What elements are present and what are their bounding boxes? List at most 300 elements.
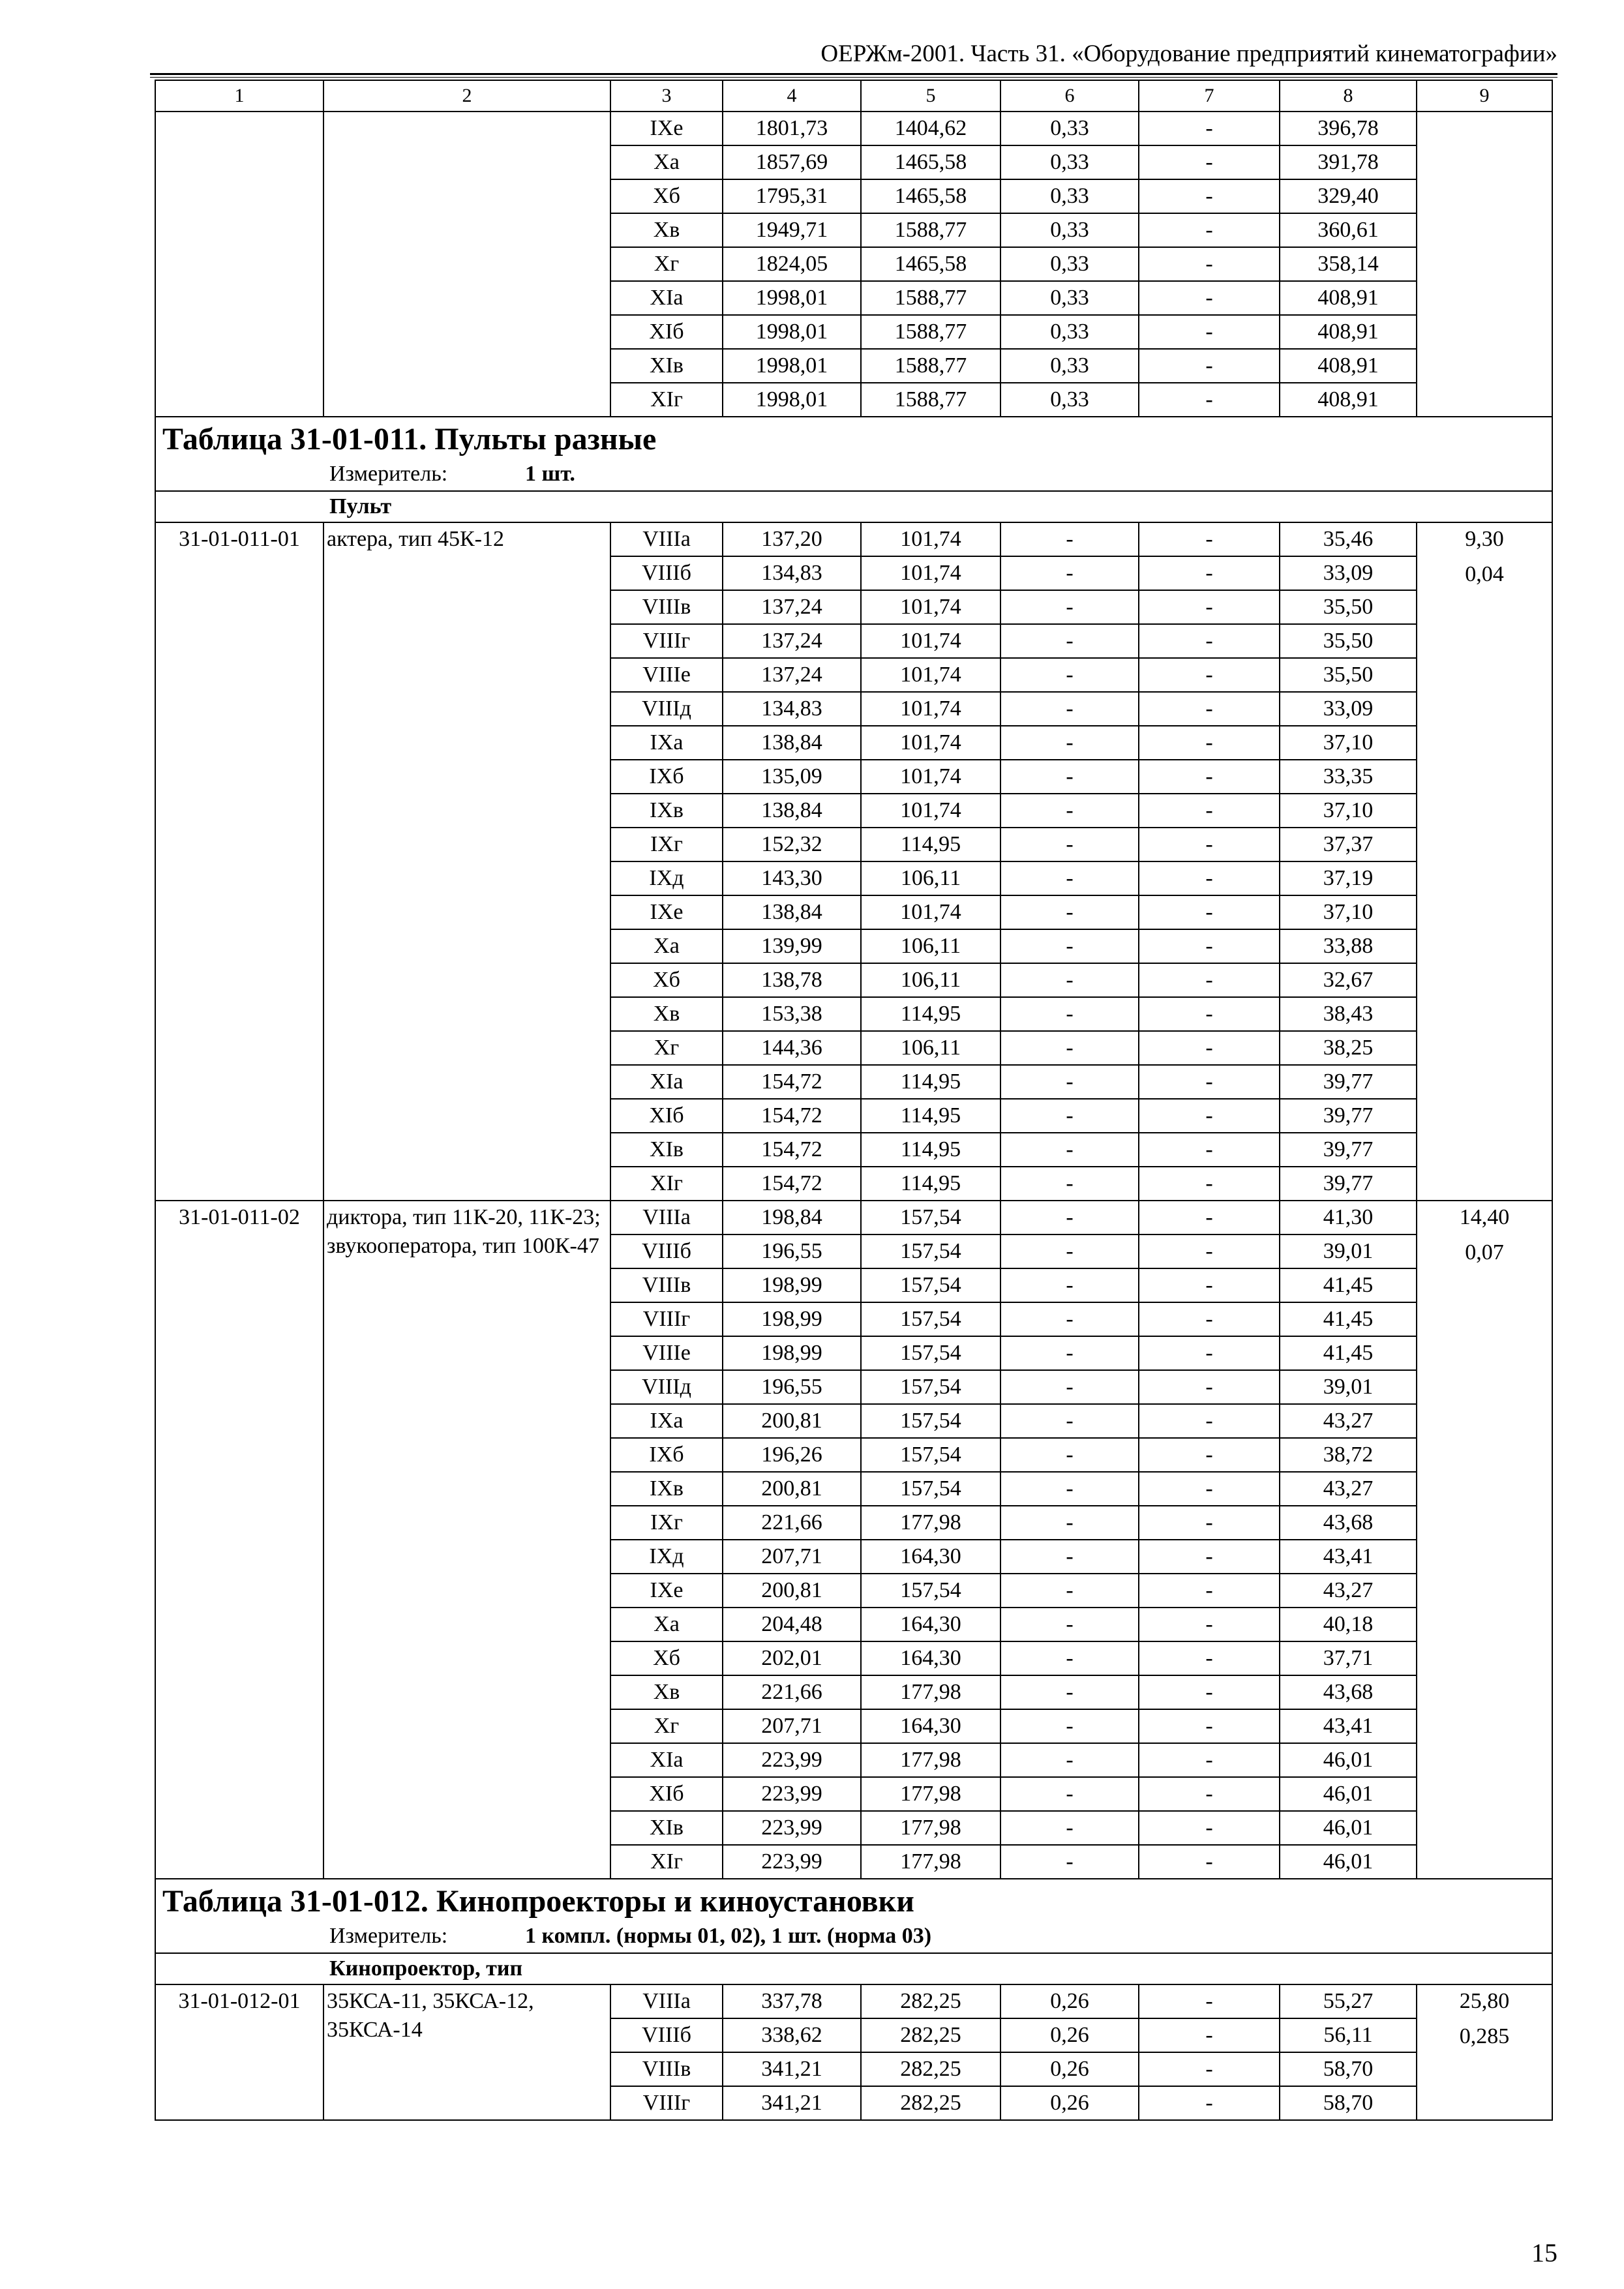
cell-col-6: - xyxy=(1000,895,1139,929)
cell-col-4: 139,99 xyxy=(723,929,861,963)
cell-col-8: 33,35 xyxy=(1280,760,1417,794)
cell-col-7: - xyxy=(1139,1845,1280,1879)
cell-col-3: VIIIг xyxy=(610,1302,723,1336)
cell-col-5: 177,98 xyxy=(861,1506,1000,1540)
cell-col-7: - xyxy=(1139,1336,1280,1370)
cell-col-7: - xyxy=(1139,1099,1280,1133)
cell-col-3: IXг xyxy=(610,828,723,861)
cell-col-7: - xyxy=(1139,145,1280,179)
cell-col-6: - xyxy=(1000,1641,1139,1675)
cell-col-4: 154,72 xyxy=(723,1133,861,1167)
cell-col-7: - xyxy=(1139,2018,1280,2052)
cell-col-5: 106,11 xyxy=(861,1031,1000,1065)
cell-col-5: 106,11 xyxy=(861,861,1000,895)
cell-col-6: - xyxy=(1000,1336,1139,1370)
cell-col-6: - xyxy=(1000,1133,1139,1167)
cell-col-5: 177,98 xyxy=(861,1777,1000,1811)
header-rule xyxy=(150,73,1557,75)
cell-col-8: 33,09 xyxy=(1280,556,1417,590)
cell-col-4: 154,72 xyxy=(723,1167,861,1201)
cell-col-6: - xyxy=(1000,794,1139,828)
section-header-row xyxy=(155,1879,1552,1953)
cell-col-5: 101,74 xyxy=(861,692,1000,726)
cell-col-4: 202,01 xyxy=(723,1641,861,1675)
column-number: 7 xyxy=(1139,80,1280,112)
cell-col-3: IXв xyxy=(610,1472,723,1506)
cell-col-7: - xyxy=(1139,1268,1280,1302)
cell-col-3: XIa xyxy=(610,1743,723,1777)
norm-code xyxy=(155,112,323,417)
cell-col-3: Xб xyxy=(610,1641,723,1675)
cell-col-3: Xa xyxy=(610,929,723,963)
cell-col-5: 114,95 xyxy=(861,997,1000,1031)
cell-col-5: 106,11 xyxy=(861,929,1000,963)
cell-col-7: - xyxy=(1139,861,1280,895)
cell-col-7: - xyxy=(1139,2086,1280,2120)
cell-col-5: 114,95 xyxy=(861,1133,1000,1167)
cell-col-3: VIIIa xyxy=(610,1984,723,2018)
column-9-value: 14,40 xyxy=(1459,1205,1510,1229)
cell-col-5: 177,98 xyxy=(861,1743,1000,1777)
cell-col-4: 138,84 xyxy=(723,794,861,828)
cell-col-3: XIв xyxy=(610,1133,723,1167)
cell-col-7: - xyxy=(1139,794,1280,828)
cell-col-6: 0,33 xyxy=(1000,247,1139,281)
cell-col-3: VIIIб xyxy=(610,1234,723,1268)
cell-col-7: - xyxy=(1139,1709,1280,1743)
cell-col-4: 154,72 xyxy=(723,1099,861,1133)
cell-col-8: 41,45 xyxy=(1280,1268,1417,1302)
column-number: 4 xyxy=(723,80,861,112)
cell-col-8: 37,71 xyxy=(1280,1641,1417,1675)
cell-col-6: 0,26 xyxy=(1000,2086,1139,2120)
cell-col-7: - xyxy=(1139,1065,1280,1099)
cell-col-6: - xyxy=(1000,1845,1139,1879)
cell-col-8: 43,27 xyxy=(1280,1472,1417,1506)
cell-col-5: 157,54 xyxy=(861,1302,1000,1336)
norm-name xyxy=(323,112,610,417)
cell-col-4: 135,09 xyxy=(723,760,861,794)
cell-col-6: - xyxy=(1000,556,1139,590)
norm-code: 31-01-012-01 xyxy=(155,1984,323,2120)
cell-col-7: - xyxy=(1139,828,1280,861)
cell-col-4: 138,84 xyxy=(723,895,861,929)
cell-col-3: VIIIв xyxy=(610,2052,723,2086)
cell-col-7: - xyxy=(1139,658,1280,692)
cell-col-5: 1465,58 xyxy=(861,145,1000,179)
cell-col-8: 35,46 xyxy=(1280,522,1417,556)
cell-col-8: 40,18 xyxy=(1280,1608,1417,1641)
cell-col-8: 39,77 xyxy=(1280,1099,1417,1133)
cell-col-6: 0,33 xyxy=(1000,179,1139,213)
cell-col-7: - xyxy=(1139,556,1280,590)
cell-col-4: 223,99 xyxy=(723,1777,861,1811)
cell-col-6: - xyxy=(1000,1709,1139,1743)
cell-col-4: 137,24 xyxy=(723,658,861,692)
cell-col-3: IXe xyxy=(610,1574,723,1608)
cell-col-6: - xyxy=(1000,1065,1139,1099)
cell-col-8: 35,50 xyxy=(1280,658,1417,692)
cell-col-5: 157,54 xyxy=(861,1201,1000,1234)
norm-name: диктора, тип 11К-20, 11К-23; звукооператора, тип 100К-47 xyxy=(323,1201,610,1879)
cell-col-5: 177,98 xyxy=(861,1845,1000,1879)
cell-col-7: - xyxy=(1139,1404,1280,1438)
cell-col-5: 101,74 xyxy=(861,760,1000,794)
cell-col-8: 46,01 xyxy=(1280,1777,1417,1811)
cell-col-8: 41,45 xyxy=(1280,1336,1417,1370)
section-header-row xyxy=(155,417,1552,491)
cell-col-4: 198,99 xyxy=(723,1302,861,1336)
cell-col-6: - xyxy=(1000,624,1139,658)
cell-col-8: 43,27 xyxy=(1280,1574,1417,1608)
cell-col-3: IXв xyxy=(610,794,723,828)
cell-col-6: - xyxy=(1000,522,1139,556)
cell-col-8: 43,41 xyxy=(1280,1540,1417,1574)
cell-col-5: 1588,77 xyxy=(861,315,1000,349)
section-title: Таблица 31-01-012. Кинопроекторы и киноустановки xyxy=(162,1884,914,1919)
cell-col-6: - xyxy=(1000,997,1139,1031)
cell-col-3: VIIIе xyxy=(610,1336,723,1370)
column-number: 9 xyxy=(1417,80,1552,112)
unit-line xyxy=(158,1921,1549,1952)
cell-col-3: VIIIв xyxy=(610,590,723,624)
cell-col-5: 282,25 xyxy=(861,2052,1000,2086)
cell-col-3: VIIIд xyxy=(610,692,723,726)
page-header: ОЕРЖм-2001. Часть 31. «Оборудование предприятий кинематографии» xyxy=(820,40,1557,67)
norm-code: 31-01-011-01 xyxy=(155,522,323,1201)
table-row xyxy=(155,1984,1552,2018)
column-number: 2 xyxy=(323,80,610,112)
cell-col-7: - xyxy=(1139,1472,1280,1506)
cell-col-4: 221,66 xyxy=(723,1675,861,1709)
cell-col-7: - xyxy=(1139,1811,1280,1845)
cell-col-7: - xyxy=(1139,590,1280,624)
column-9-values xyxy=(1417,112,1552,417)
cell-col-3: VIIIб xyxy=(610,2018,723,2052)
cell-col-3: Xг xyxy=(610,1709,723,1743)
cell-col-5: 157,54 xyxy=(861,1234,1000,1268)
cell-col-7: - xyxy=(1139,1370,1280,1404)
column-number: 3 xyxy=(610,80,723,112)
cell-col-7: - xyxy=(1139,315,1280,349)
cell-col-5: 1588,77 xyxy=(861,213,1000,247)
cell-col-6: 0,33 xyxy=(1000,315,1139,349)
cell-col-8: 58,70 xyxy=(1280,2086,1417,2120)
cell-col-5: 114,95 xyxy=(861,828,1000,861)
cell-col-7: - xyxy=(1139,692,1280,726)
cell-col-6: - xyxy=(1000,1167,1139,1201)
column-9-value: 0,285 xyxy=(1459,2024,1510,2048)
cell-col-5: 157,54 xyxy=(861,1574,1000,1608)
cell-col-4: 138,78 xyxy=(723,963,861,997)
cell-col-5: 114,95 xyxy=(861,1167,1000,1201)
cell-col-5: 164,30 xyxy=(861,1608,1000,1641)
cell-col-3: VIIIб xyxy=(610,556,723,590)
cell-col-8: 37,10 xyxy=(1280,794,1417,828)
cell-col-8: 391,78 xyxy=(1280,145,1417,179)
cell-col-8: 39,01 xyxy=(1280,1234,1417,1268)
cell-col-7: - xyxy=(1139,1302,1280,1336)
cell-col-4: 196,55 xyxy=(723,1234,861,1268)
cell-col-5: 164,30 xyxy=(861,1641,1000,1675)
cell-col-6: - xyxy=(1000,828,1139,861)
cell-col-4: 200,81 xyxy=(723,1472,861,1506)
cell-col-8: 33,88 xyxy=(1280,929,1417,963)
cell-col-3: Xв xyxy=(610,1675,723,1709)
cell-col-8: 39,77 xyxy=(1280,1133,1417,1167)
cell-col-6: 0,33 xyxy=(1000,349,1139,383)
group-row xyxy=(155,1953,1552,1984)
cell-col-4: 198,99 xyxy=(723,1268,861,1302)
cell-col-4: 198,99 xyxy=(723,1336,861,1370)
cell-col-8: 39,77 xyxy=(1280,1167,1417,1201)
cell-col-7: - xyxy=(1139,1675,1280,1709)
cell-col-3: Xa xyxy=(610,1608,723,1641)
cell-col-4: 198,84 xyxy=(723,1201,861,1234)
cell-col-4: 337,78 xyxy=(723,1984,861,2018)
cell-col-6: - xyxy=(1000,590,1139,624)
section-title: Таблица 31-01-011. Пульты разные xyxy=(162,422,657,456)
unit-label: Измеритель: xyxy=(329,1924,448,1948)
cell-col-4: 137,24 xyxy=(723,624,861,658)
cell-col-4: 153,38 xyxy=(723,997,861,1031)
cell-col-8: 39,77 xyxy=(1280,1065,1417,1099)
column-9-values xyxy=(1417,1984,1552,2120)
norm-name: актера, тип 45К-12 xyxy=(323,522,610,1201)
cell-col-5: 157,54 xyxy=(861,1472,1000,1506)
cell-col-8: 46,01 xyxy=(1280,1743,1417,1777)
section-header xyxy=(155,1879,1552,1953)
cell-col-8: 37,10 xyxy=(1280,895,1417,929)
cell-col-8: 41,45 xyxy=(1280,1302,1417,1336)
cell-col-4: 1857,69 xyxy=(723,145,861,179)
cell-col-7: - xyxy=(1139,624,1280,658)
cell-col-7: - xyxy=(1139,383,1280,417)
cell-col-8: 46,01 xyxy=(1280,1811,1417,1845)
cell-col-6: - xyxy=(1000,1472,1139,1506)
cell-col-5: 282,25 xyxy=(861,2018,1000,2052)
cell-col-3: IXe xyxy=(610,895,723,929)
cell-col-4: 200,81 xyxy=(723,1404,861,1438)
cell-col-3: XIa xyxy=(610,1065,723,1099)
cell-col-3: VIIIв xyxy=(610,1268,723,1302)
cell-col-8: 35,50 xyxy=(1280,624,1417,658)
unit-label: Измеритель: xyxy=(329,462,448,486)
group-label: Пульт xyxy=(155,491,1552,522)
cell-col-3: VIIIa xyxy=(610,1201,723,1234)
cell-col-6: - xyxy=(1000,1370,1139,1404)
table-row xyxy=(155,522,1552,556)
cell-col-5: 1465,58 xyxy=(861,179,1000,213)
cell-col-6: - xyxy=(1000,963,1139,997)
cell-col-7: - xyxy=(1139,760,1280,794)
cell-col-6: 0,26 xyxy=(1000,1984,1139,2018)
cell-col-6: 0,33 xyxy=(1000,213,1139,247)
cell-col-8: 396,78 xyxy=(1280,112,1417,145)
cell-col-7: - xyxy=(1139,1167,1280,1201)
cell-col-5: 1588,77 xyxy=(861,349,1000,383)
column-number: 1 xyxy=(155,80,323,112)
cell-col-6: - xyxy=(1000,1099,1139,1133)
cell-col-6: - xyxy=(1000,1506,1139,1540)
column-number: 6 xyxy=(1000,80,1139,112)
cell-col-3: VIIIa xyxy=(610,522,723,556)
cell-col-4: 204,48 xyxy=(723,1608,861,1641)
cell-col-6: - xyxy=(1000,1608,1139,1641)
cell-col-6: 0,26 xyxy=(1000,2018,1139,2052)
cell-col-3: IXe xyxy=(610,112,723,145)
cell-col-7: - xyxy=(1139,281,1280,315)
column-9-value: 0,07 xyxy=(1465,1240,1504,1264)
cell-col-5: 101,74 xyxy=(861,590,1000,624)
header-rule-thin xyxy=(150,77,1557,78)
cell-col-7: - xyxy=(1139,997,1280,1031)
price-table xyxy=(155,80,1553,2121)
cell-col-6: 0,26 xyxy=(1000,2052,1139,2086)
cell-col-5: 114,95 xyxy=(861,1099,1000,1133)
cell-col-4: 196,26 xyxy=(723,1438,861,1472)
cell-col-5: 101,74 xyxy=(861,726,1000,760)
cell-col-7: - xyxy=(1139,2052,1280,2086)
cell-col-3: XIг xyxy=(610,1845,723,1879)
cell-col-6: - xyxy=(1000,1811,1139,1845)
cell-col-4: 1998,01 xyxy=(723,281,861,315)
cell-col-6: - xyxy=(1000,1404,1139,1438)
cell-col-7: - xyxy=(1139,112,1280,145)
cell-col-5: 101,74 xyxy=(861,556,1000,590)
cell-col-3: Xг xyxy=(610,1031,723,1065)
group-label: Кинопроектор, тип xyxy=(155,1953,1552,1984)
cell-col-5: 101,74 xyxy=(861,658,1000,692)
cell-col-8: 37,10 xyxy=(1280,726,1417,760)
cell-col-7: - xyxy=(1139,522,1280,556)
cell-col-8: 43,41 xyxy=(1280,1709,1417,1743)
cell-col-3: Xa xyxy=(610,145,723,179)
cell-col-5: 101,74 xyxy=(861,624,1000,658)
cell-col-7: - xyxy=(1139,1608,1280,1641)
cell-col-4: 207,71 xyxy=(723,1540,861,1574)
cell-col-6: - xyxy=(1000,1540,1139,1574)
unit-line xyxy=(158,459,1549,490)
cell-col-5: 1404,62 xyxy=(861,112,1000,145)
cell-col-3: XIб xyxy=(610,315,723,349)
cell-col-6: - xyxy=(1000,1234,1139,1268)
cell-col-6: - xyxy=(1000,692,1139,726)
cell-col-4: 137,24 xyxy=(723,590,861,624)
section-header xyxy=(155,417,1552,491)
cell-col-8: 329,40 xyxy=(1280,179,1417,213)
cell-col-4: 134,83 xyxy=(723,556,861,590)
cell-col-4: 144,36 xyxy=(723,1031,861,1065)
cell-col-3: XIг xyxy=(610,383,723,417)
cell-col-7: - xyxy=(1139,213,1280,247)
cell-col-7: - xyxy=(1139,179,1280,213)
cell-col-3: Xб xyxy=(610,179,723,213)
cell-col-7: - xyxy=(1139,1234,1280,1268)
cell-col-7: - xyxy=(1139,1438,1280,1472)
column-number: 5 xyxy=(861,80,1000,112)
cell-col-6: - xyxy=(1000,1201,1139,1234)
cell-col-3: VIIIе xyxy=(610,658,723,692)
cell-col-3: VIIIг xyxy=(610,624,723,658)
cell-col-6: - xyxy=(1000,1675,1139,1709)
cell-col-5: 101,74 xyxy=(861,522,1000,556)
cell-col-7: - xyxy=(1139,349,1280,383)
cell-col-4: 338,62 xyxy=(723,2018,861,2052)
cell-col-8: 41,30 xyxy=(1280,1201,1417,1234)
cell-col-4: 152,32 xyxy=(723,828,861,861)
cell-col-8: 408,91 xyxy=(1280,383,1417,417)
cell-col-4: 1824,05 xyxy=(723,247,861,281)
cell-col-5: 157,54 xyxy=(861,1336,1000,1370)
cell-col-3: XIг xyxy=(610,1167,723,1201)
cell-col-8: 35,50 xyxy=(1280,590,1417,624)
cell-col-7: - xyxy=(1139,1540,1280,1574)
cell-col-7: - xyxy=(1139,247,1280,281)
cell-col-7: - xyxy=(1139,895,1280,929)
cell-col-7: - xyxy=(1139,1201,1280,1234)
cell-col-7: - xyxy=(1139,1777,1280,1811)
norm-name: 35КСА-11, 35КСА-12, 35КСА-14 xyxy=(323,1984,610,2120)
cell-col-4: 196,55 xyxy=(723,1370,861,1404)
cell-col-5: 177,98 xyxy=(861,1811,1000,1845)
cell-col-8: 358,14 xyxy=(1280,247,1417,281)
column-9-value: 0,04 xyxy=(1465,562,1504,586)
cell-col-5: 157,54 xyxy=(861,1438,1000,1472)
cell-col-7: - xyxy=(1139,1031,1280,1065)
cell-col-6: 0,33 xyxy=(1000,112,1139,145)
cell-col-3: IXд xyxy=(610,861,723,895)
cell-col-3: IXб xyxy=(610,1438,723,1472)
unit-value: 1 шт. xyxy=(525,462,575,486)
cell-col-8: 43,27 xyxy=(1280,1404,1417,1438)
cell-col-5: 177,98 xyxy=(861,1675,1000,1709)
cell-col-5: 282,25 xyxy=(861,1984,1000,2018)
cell-col-6: - xyxy=(1000,861,1139,895)
cell-col-4: 341,21 xyxy=(723,2052,861,2086)
cell-col-7: - xyxy=(1139,1743,1280,1777)
table-row xyxy=(155,1201,1552,1234)
cell-col-7: - xyxy=(1139,1506,1280,1540)
cell-col-5: 282,25 xyxy=(861,2086,1000,2120)
cell-col-8: 55,27 xyxy=(1280,1984,1417,2018)
cell-col-7: - xyxy=(1139,726,1280,760)
cell-col-4: 341,21 xyxy=(723,2086,861,2120)
cell-col-5: 101,74 xyxy=(861,895,1000,929)
cell-col-4: 207,71 xyxy=(723,1709,861,1743)
cell-col-8: 408,91 xyxy=(1280,281,1417,315)
cell-col-6: - xyxy=(1000,1574,1139,1608)
cell-col-4: 138,84 xyxy=(723,726,861,760)
cell-col-3: XIa xyxy=(610,281,723,315)
cell-col-4: 1998,01 xyxy=(723,383,861,417)
cell-col-6: - xyxy=(1000,1268,1139,1302)
column-number-row xyxy=(155,80,1552,112)
cell-col-8: 408,91 xyxy=(1280,349,1417,383)
cell-col-8: 56,11 xyxy=(1280,2018,1417,2052)
cell-col-4: 221,66 xyxy=(723,1506,861,1540)
cell-col-4: 1795,31 xyxy=(723,179,861,213)
cell-col-8: 37,37 xyxy=(1280,828,1417,861)
cell-col-8: 58,70 xyxy=(1280,2052,1417,2086)
cell-col-6: - xyxy=(1000,1031,1139,1065)
cell-col-7: - xyxy=(1139,1641,1280,1675)
cell-col-5: 157,54 xyxy=(861,1370,1000,1404)
cell-col-3: IXд xyxy=(610,1540,723,1574)
cell-col-3: XIв xyxy=(610,349,723,383)
cell-col-3: IXa xyxy=(610,726,723,760)
cell-col-6: 0,33 xyxy=(1000,145,1139,179)
